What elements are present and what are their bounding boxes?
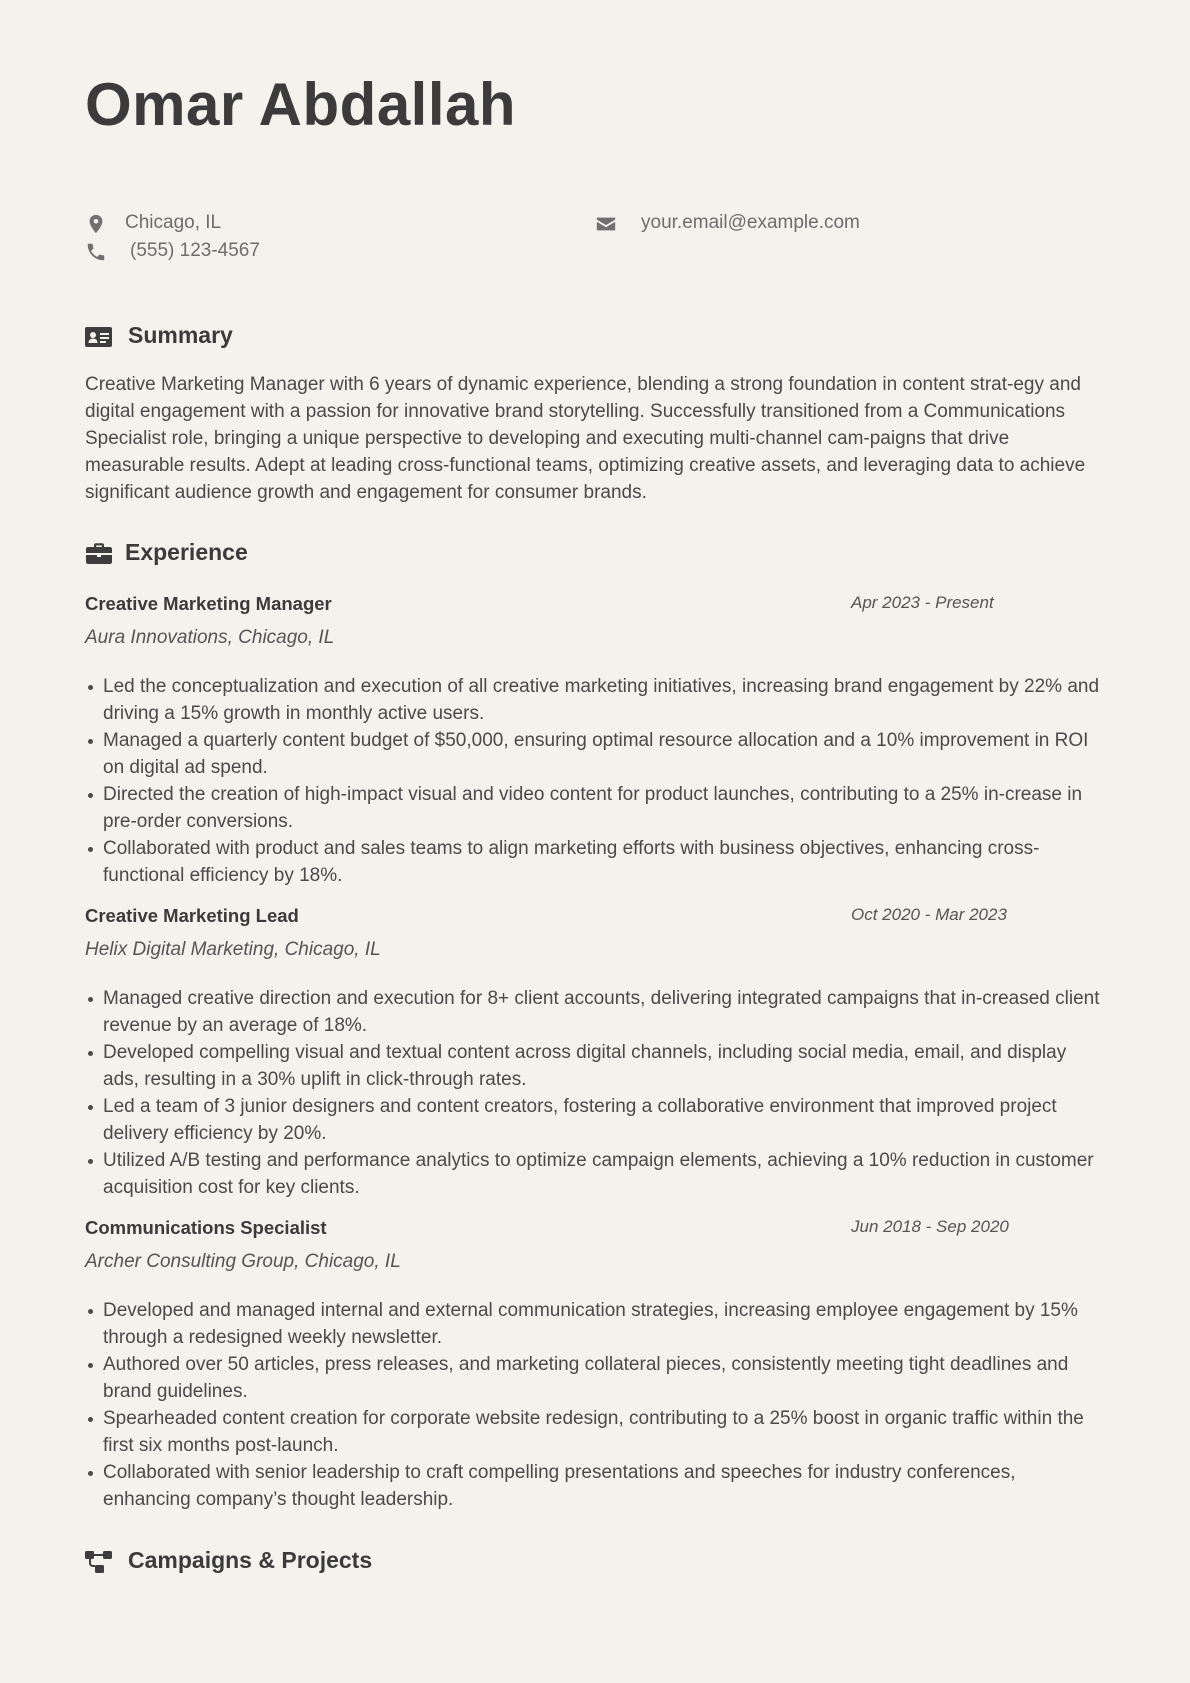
job-entry (85, 593, 1105, 893)
summary-text: Creative Marketing Manager with 6 years of dynamic experience, blending a strong foundation in content strat-egy and digital engagement with a passion for innovative brand storytelling. Successfully transitioned from a Communications Specialist role, bringing a unique perspective to developing and executing multi-channel cam-paigns that drive measurable results. Adept at leading cross-functional teams, optimizing creative assets, and leveraging data to achieve significant audience growth and engagement for consumer brands. (85, 374, 1086, 503)
job-role: Creative Marketing Manager (85, 593, 332, 614)
job-bullets (85, 985, 1107, 1201)
summary-heading (85, 322, 385, 352)
bullet-item: Managed a quarterly content budget of $50,000, ensuring optimal resource allocation and a 10% improvement in ROI on digital ad spend. (103, 727, 1107, 781)
contact-email (595, 212, 935, 238)
job-dates: Oct 2020 - Mar 2023 (851, 905, 1007, 924)
bullet-item: Led the conceptualization and execution of all creative marketing initiatives, increasing brand engagement by 22% and driving a 15% growth in monthly active users. (103, 673, 1107, 727)
contact-location (85, 212, 385, 238)
job-company: Aura Innovations, Chicago, IL (85, 627, 335, 648)
briefcase-icon (85, 542, 113, 566)
bullet-item: Developed and managed internal and external communication strategies, increasing employee engagement by 15% through a redesigned weekly newsletter. (103, 1297, 1107, 1351)
bullet-item: Utilized A/B testing and performance analytics to optimize campaign elements, achieving a 10% reduction in customer acquisition cost for key clients. (103, 1147, 1107, 1201)
bullet-item: Collaborated with senior leadership to craft compelling presentations and speeches for industry conferences, enhancing company’s thought leadership. (103, 1459, 1107, 1513)
bullet-item: Collaborated with product and sales teams to align marketing efforts with business objectives, enhancing cross-functional efficiency by 18%. (103, 835, 1107, 889)
summary-title: Summary (128, 322, 233, 348)
job-company: Helix Digital Marketing, Chicago, IL (85, 939, 381, 960)
bullet-item: Managed creative direction and execution for 8+ client accounts, delivering integrated campaigns that in-creased client revenue by an average of 18%. (103, 985, 1107, 1039)
experience-title: Experience (125, 539, 248, 565)
bullet-item: Developed compelling visual and textual content across digital channels, including social media, email, and display ads, resulting in a 30% uplift in click-through rates. (103, 1039, 1107, 1093)
job-bullets (85, 1297, 1107, 1513)
phone-text: (555) 123-4567 (130, 240, 260, 261)
experience-heading (85, 539, 385, 569)
job-dates: Jun 2018 - Sep 2020 (851, 1217, 1009, 1236)
sitemap-icon (85, 1550, 113, 1574)
campaigns-heading (85, 1547, 485, 1577)
id-card-icon (85, 325, 113, 349)
job-dates: Apr 2023 - Present (851, 593, 994, 612)
location-text: Chicago, IL (125, 212, 222, 233)
bullet-item: Directed the creation of high-impact visual and video content for product launches, contributing to a 25% in-crease in pre-order conversions. (103, 781, 1107, 835)
job-role: Communications Specialist (85, 1217, 327, 1238)
bullet-item: Spearheaded content creation for corporate website redesign, contributing to a 25% boost in organic traffic within the first six months post-launch. (103, 1405, 1107, 1459)
campaigns-title: Campaigns & Projects (128, 1547, 373, 1573)
contact-phone (85, 240, 385, 266)
email-link[interactable]: your.email@example.com (641, 212, 860, 233)
candidate-name: Omar Abdallah (85, 71, 517, 138)
job-entry (85, 905, 1105, 1205)
bullet-item: Authored over 50 articles, press releases, and marketing collateral pieces, consistently meeting tight deadlines and brand guidelines. (103, 1351, 1107, 1405)
job-bullets (85, 673, 1107, 889)
phone-icon (85, 241, 107, 263)
job-role: Creative Marketing Lead (85, 905, 299, 926)
job-entry (85, 1217, 1105, 1517)
bullet-item: Led a team of 3 junior designers and content creators, fostering a collaborative environment that improved project delivery efficiency by 20%. (103, 1093, 1107, 1147)
envelope-icon (595, 213, 617, 235)
map-pin-icon (85, 213, 107, 235)
job-company: Archer Consulting Group, Chicago, IL (85, 1251, 401, 1272)
